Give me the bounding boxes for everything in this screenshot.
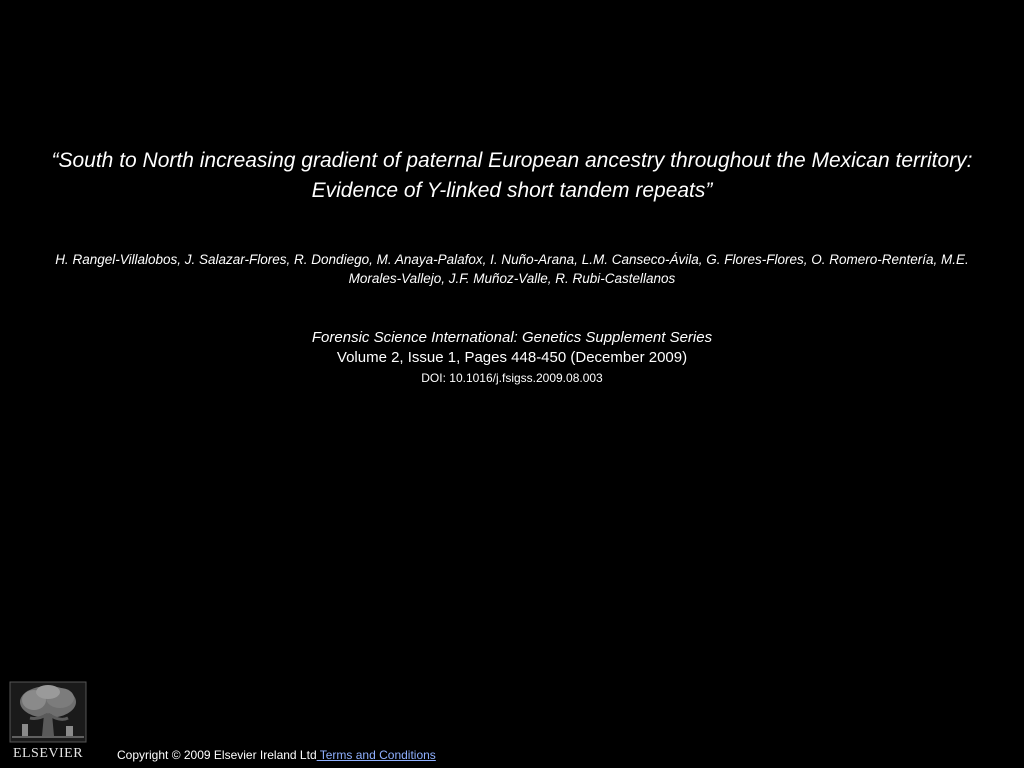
terms-and-conditions-link[interactable]: Terms and Conditions [316,748,436,762]
volume-info: Volume 2, Issue 1, Pages 448-450 (December 2009) [336,349,688,366]
article-title: “South to North increasing gradient of paternal European ancestry throughout the Mexican territory: Evidence of Y-linked short tandem repeats” [51,149,973,202]
doi: DOI: 10.1016/j.fsigss.2009.08.003 [421,371,603,385]
elsevier-tree-logo-icon [8,680,88,744]
footer [117,747,436,763]
elsevier-logo [8,680,88,764]
elsevier-wordmark: ELSEVIER [12,746,84,761]
author-list: H. Rangel-Villalobos, J. Salazar-Flores, R. Dondiego, M. Anaya-Palafox, I. Nuño-Arana, L.M. Canseco-Ávila, G. Flores-Flores, O. Romero-Rentería, M.E. Morales-Vallejo, J.F. Muñoz-Valle, R. Rubi-Castellanos [55,252,969,286]
copyright-text: Copyright © 2009 Elsevier Ireland Ltd [117,748,317,762]
journal-name: Forensic Science International: Genetics Supplement Series [311,329,713,346]
